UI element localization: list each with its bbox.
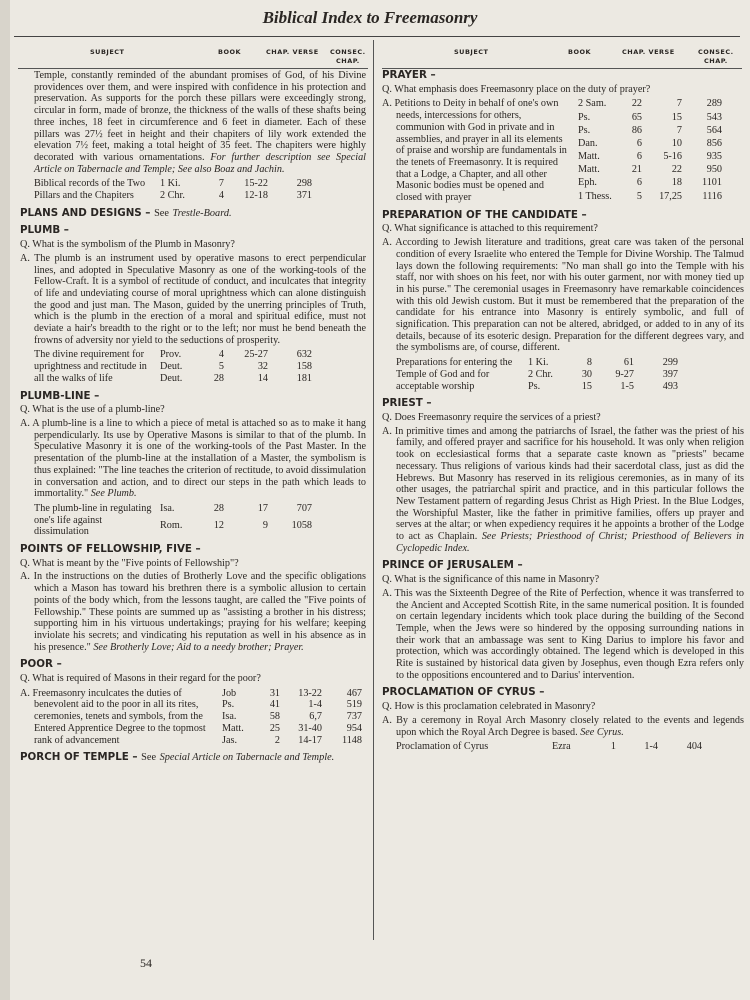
preparation-reference-table: Preparations for entering the Temple of God and for acceptable worship 1 Ki. 8 61 299 2 Chr. 30 9-27 397 Ps. 15 1-5 493	[396, 357, 678, 392]
plumb-line-question: Q. What is the use of a plumb-line?	[20, 404, 165, 416]
column-header-left	[18, 44, 368, 69]
plumb-line-reference-table: The plumb-line in regulating one's life against dissimulation Isa. 28 17 707 Rom. 12 9 1058	[34, 502, 312, 538]
chap-verse-header: CHAP. VERSE	[622, 48, 675, 56]
subject-header: SUBJECT	[454, 48, 489, 56]
priest-answer: A. In primitive times and among the patriarchs of Israel, the father was the priest of his family, and offered prayer and sacrifice for his household. It was only when religion took on ecclesiastical forms that a separate caste known as "priests" became necessary. Thus religions of various kinds had their sacerdotal class, just as did the Hebrews. But Masonry has reserved in its religious ceremonies, as in many of its other usages, the patriarchal spirit and practice, and in this particular follows the New Testament pattern of regarding Jesus Christ as High Priest. In the Blue Lodges, the Worshipful Master, like the father in primitive families, offers up prayer and serves at the altar; or when expediency requires it he appoints a brother of the Lodge to act as Chaplain. See Priests; Priesthood of Christ; Priesthood of Believers in Cyclopedic Index.	[382, 425, 745, 554]
poor-answer: A. Freemasonry inculcates the duties of benevolent aid to the poor in all its rites, ceremonies, tenets and symbols, from the Entered Apprentice Degree to the topmost rank of advancement	[20, 687, 206, 746]
entry-prince-of-jerusalem-title: PRINCE OF JERUSALEM –	[382, 559, 523, 572]
entry-plumb-line-title: PLUMB-LINE –	[20, 389, 100, 402]
fellowship-question: Q. What is meant by the "Five points of Fellowship"?	[20, 557, 239, 569]
poor-question: Q. What is required of Masons in their regard for the poor?	[20, 673, 261, 685]
entry-proclamation-title: PROCLAMATION OF CYRUS –	[382, 686, 545, 699]
fellowship-answer: A. In the instructions on the duties of Brotherly Love and the specific obligations which a Mason has toward his brethren there is a symbolic allusion to certain points of the body which, from the lessons taught, are called the "Five points of Fellowship." These points are summed up as "assisting a brother in his distress; supporting him in his virtuous undertakings; praying for his welfare; keeping inviolate his secrets; and vindicating his reputation as well in his absence as in his presence." See Brotherly Love; Aid to a needy brother; Prayer.	[20, 571, 366, 653]
entry-prayer-title: PRAYER –	[382, 69, 436, 81]
consec-header: CONSEC.	[698, 48, 734, 56]
ref-description: Biblical records of the Two Pillars and the Chapiters	[34, 178, 146, 202]
prayer-reference-table: A. Petitions to Deity in behalf of one's own needs, intercessions for others, communion with God in private and in assemblies, and prayer in all its elements of praise and worship are fundamentals in the tenets of Freemasonry. It is required that a Lodge, a Chapter, and all other Masonic bodies must be opened and closed with prayer 2 Sam. 22 7 289 Ps. 65 15 543 Ps. 86 7 564 Dan. 6 10 856 Matt. 6 5-16 935 Matt. 21 22 950 Eph. 6 18 1101 1 Thess. 5 17,25 1116	[382, 98, 722, 204]
running-head: Biblical Index to Freemasonry	[262, 8, 478, 27]
plumb-reference-table: The divine requirement for uprightness and rectitude in all the walks of life Prov. 4 25-27 632 Deut. 5 32 158 Deut. 28 14 181	[34, 349, 312, 384]
ref-description: Proclamation of Cyrus	[396, 741, 489, 753]
priest-question: Q. Does Freemasonry require the services of a priest?	[382, 411, 601, 423]
entry-priest-title: PRIEST –	[382, 397, 432, 410]
consec-header: CONSEC.	[330, 48, 366, 56]
ref-description: The divine requirement for uprightness and rectitude in all the walks of life	[34, 349, 147, 384]
entry-poor-title: POOR –	[20, 658, 62, 671]
proclamation-answer: A. By a ceremony in Royal Arch Masonry closely related to the events and legends upon which the Royal Arch Degree is based. See Cyrus.	[382, 714, 744, 738]
book-header: BOOK	[218, 48, 242, 56]
temple-continued: Temple, constantly reminded of the abundant promises of God, of his Divine providences over them, and were inspired with confidence in his protection and preservation. As supports for the porch these pillars were exceedingly strong, circular in form, made of bronze, the thickness of the walls of these shafts being three inches, 18 feet in circumference and 6 feet in diameter. Each of these pillars was 27½ feet in height and their chapiters of lily work extended the elevation 7½ feet, making a total height of 35 feet. The chapiters were highly decorated with various ornamentations. For further description see Special Article on Tabernacle and Temple; See also Boaz and Jachin.	[34, 70, 367, 175]
left-column	[20, 70, 366, 766]
poor-reference-table: A. Freemasonry inculcates the duties of benevolent aid to the poor in all its rites, ceremonies, tenets and symbols, from the Entered Apprentice Degree to the topmost rank of advancement Job 31 13-22 467 Ps. 41 1-4 519 Isa. 58 6,7 737 Matt. 25 31-40 954 Jas. 2 14-17 1148	[20, 687, 362, 746]
column-header-right	[382, 44, 742, 69]
entry-porch-of-temple: PORCH OF TEMPLE – See Special Article on Tabernacle and Temple.	[20, 751, 335, 764]
page-number: 54	[140, 956, 152, 970]
ref-description: The plumb-line in regulating one's life against dissimulation	[34, 502, 152, 538]
prince-answer: A. This was the Sixteenth Degree of the Rite of Perfection, whence it was transferred to the Ancient and Accepted Scottish Rite, in the same numerical position. It is founded on certain legendary incidents which took place during the building of the Second Temple, when the Jews were so hindered by the opposing surrounding nations in their work that an ambassage was sent to King Darius to implore his favor and protection, which was accordingly obtained. The legend which is developed in this Rite is sustained by historical data given by Josephus, even though Ezra refers only to the oppositions encountered and to Darius' intervention.	[382, 587, 744, 681]
proclamation-reference-table: Proclamation of Cyrus Ezra 1 1-4 404	[396, 741, 702, 753]
ref-book: 2 Chr.	[160, 190, 185, 202]
chap-header: CHAP.	[336, 57, 360, 65]
chap-verse-header: CHAP. VERSE	[266, 48, 319, 56]
ref-description: Preparations for entering the Temple of God and for acceptable worship	[396, 357, 513, 392]
pillars-reference-table: Biblical records of the Two Pillars and the Chapiters 1 Ki. 7 15-22 298 2 Chr. 4 12-18 371	[34, 178, 312, 202]
entry-plumb-title: PLUMB –	[20, 224, 69, 237]
prince-question: Q. What is the significance of this name in Masonry?	[382, 574, 600, 586]
preparation-question: Q. What significance is attached to this requirement?	[382, 223, 598, 235]
book-header: BOOK	[568, 48, 592, 56]
top-rule	[14, 36, 740, 37]
chap-header: CHAP.	[704, 57, 728, 65]
proclamation-question: Q. How is this proclamation celebrated in Masonry?	[382, 701, 596, 713]
right-column	[382, 70, 744, 757]
entry-plans-and-designs: PLANS AND DESIGNS – See Trestle-Board.	[20, 206, 232, 219]
entry-points-of-fellowship-title: POINTS OF FELLOWSHIP, FIVE –	[20, 543, 201, 556]
ref-book: 1 Ki.	[160, 178, 181, 190]
prayer-answer: A. Petitions to Deity in behalf of one's own needs, intercessions for others, communion with God in private and in assemblies, and prayer in all its elements of praise and worship are fundamentals in the tenets of Freemasonry. It is required that a Lodge, a Chapter, and all other Masonic bodies must be opened and closed with prayer	[382, 98, 567, 204]
column-divider	[373, 40, 374, 940]
plumb-answer: A. The plumb is an instrument used by operative masons to erect perpendicular lines, and adopted in Speculative Masonry as one of the working-tools of the Fellow-Craft. It is a symbol of rectitude of conduct, and inculcates that integrity of life and undeviating course of moral uprightness which can alone distinguish the good and just man. The Mason, guided by the unerring principles of Truth, which is the plumb in the erection of a moral and spiritual edifice, must not deviate a hair's breadth to the right or to the left; nor must he bend beneath the frowns of adversity nor yield to the seductions of prosperity.	[20, 252, 366, 346]
entry-preparation-title: PREPARATION OF THE CANDIDATE –	[382, 208, 587, 221]
subject-header: SUBJECT	[90, 48, 125, 56]
plumb-line-answer: A. A plumb-line is a line to which a piece of metal is attached so as to make it hang perpendicularly. Its use by Operative Masons is similar to that of the plumb. In Speculative Masonry it is one of the working-tools of the Past Master. In the presentation of the plumb-line at the installation of a Master, the symbolism is thus explained: "The line teaches the criterion of rectitude, to avoid dissimulation in conversation and action, and to direct our steps in the path which leads to immortality." See Plumb.	[20, 417, 366, 500]
page-edge	[0, 0, 10, 1000]
preparation-answer: A. According to Jewish literature and traditions, great care was taken of the personal condition of every Israelite who entered the Temple for Divine Worship. The Talmud lays down the following requirements: "No man shall go into the Temple with his staff, nor with shoes on his feet, nor with his outer garment, nor with money tied up in his purse." The ceremonial usages in Freemasonry have remarkable coincidences with this old Jewish custom. But it must be remembered that the preparation of the candidate for his entrance into Masonry is entirely symbolic, and full of signification. This preparation can not be altered, abridged, or added to in any of its details, because of its esoteric design. Preparation for the different degrees vary, and the symbolisms are, of course, different.	[382, 237, 744, 354]
plumb-question: Q. What is the symbolism of the Plumb in Masonry?	[20, 239, 235, 251]
prayer-question: Q. What emphasis does Freemasonry place on the duty of prayer?	[382, 83, 651, 95]
